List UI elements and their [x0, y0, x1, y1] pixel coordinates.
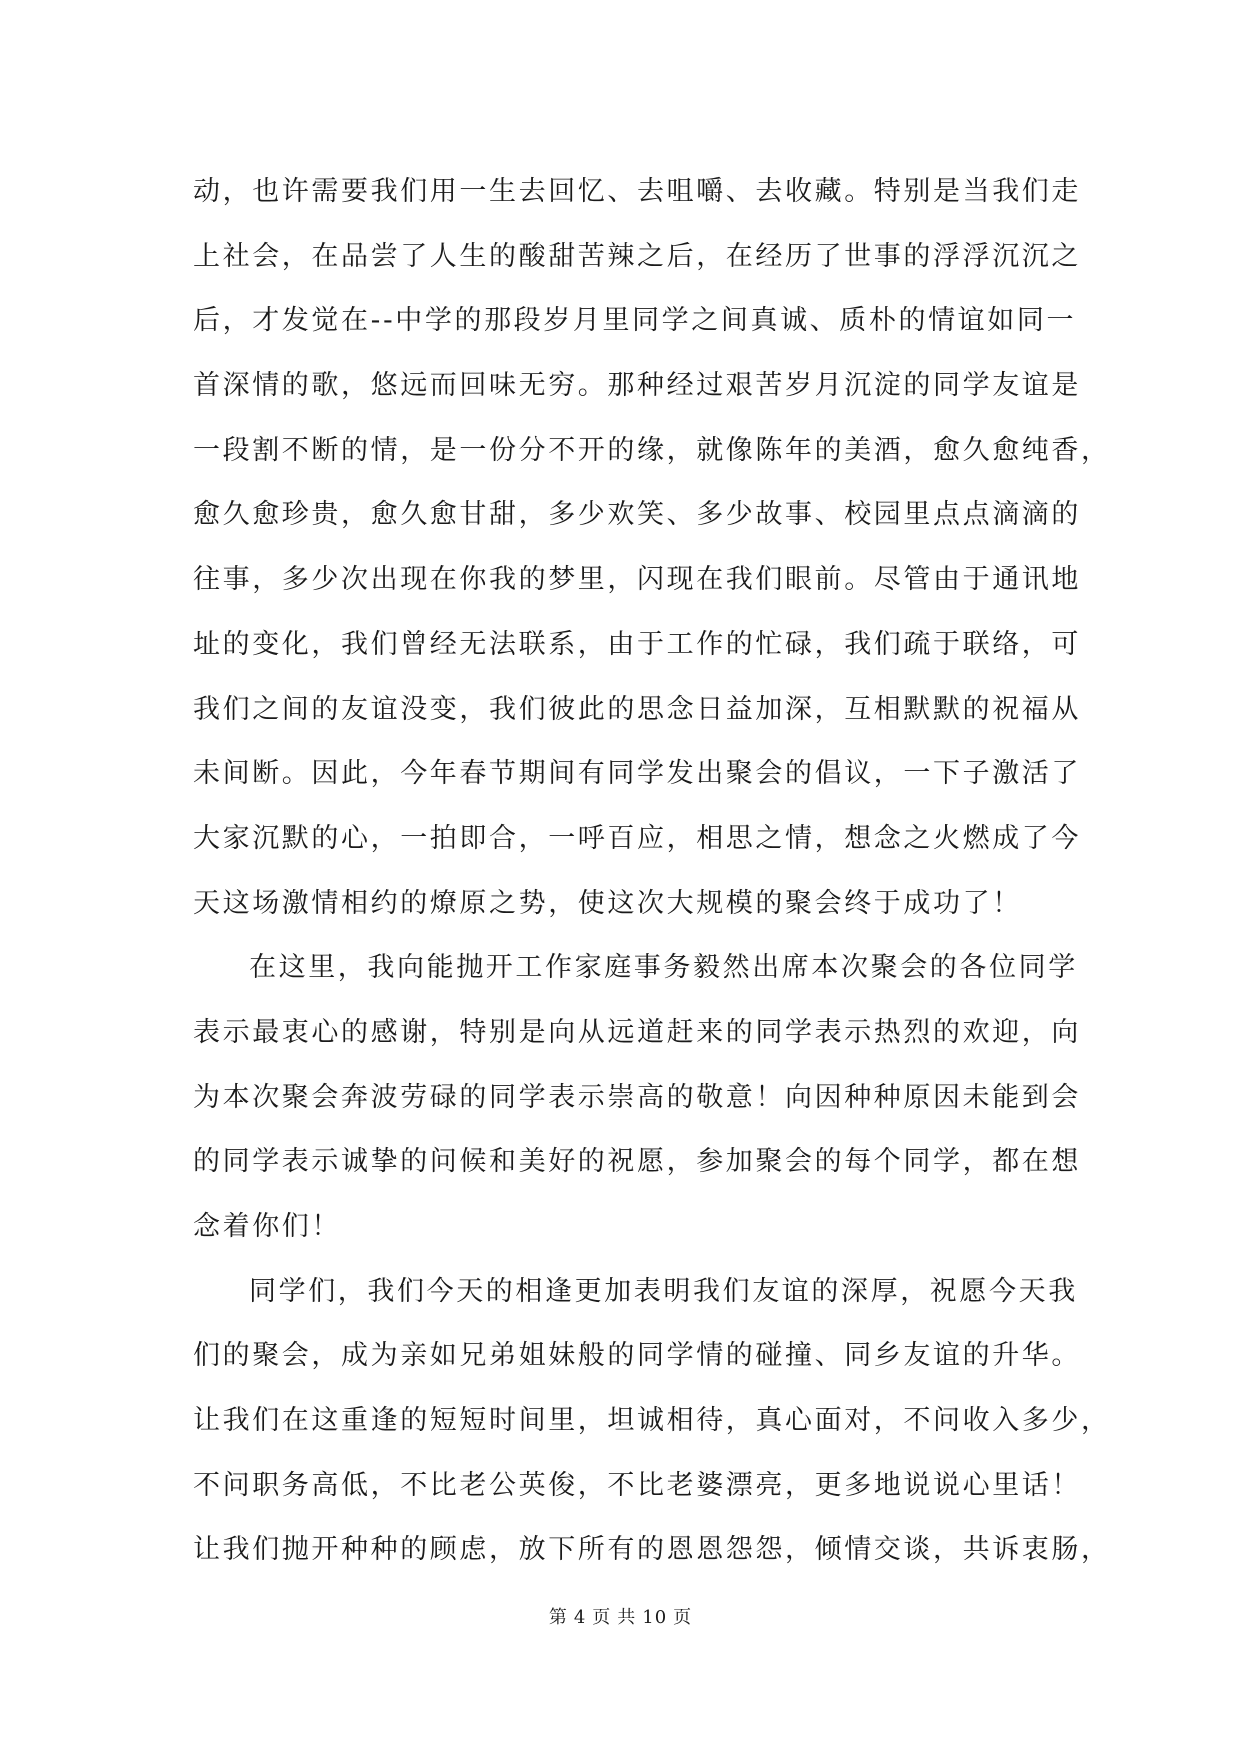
footer-suffix: 页 — [673, 1607, 693, 1628]
text-line: 们的聚会，成为亲如兄弟姐妹般的同学情的碰撞、同乡友谊的升华。 — [193, 1340, 1081, 1372]
paragraph-2 — [193, 936, 1081, 1259]
text-line: 大家沉默的心，一拍即合，一呼百应，相思之情，想念之火燃成了今 — [193, 822, 1081, 854]
text-line: 上社会，在品尝了人生的酸甜苦辣之后，在经历了世事的浮浮沉沉之 — [193, 240, 1081, 272]
text-line: 一段割不断的情，是一份分不开的缘，就像陈年的美酒，愈久愈纯香， — [193, 434, 1111, 466]
text-line: 址的变化，我们曾经无法联系，由于工作的忙碌，我们疏于联络，可 — [193, 628, 1081, 660]
page-footer — [0, 1603, 1241, 1629]
text-line: 愈久愈珍贵，愈久愈甘甜，多少欢笑、多少故事、校园里点点滴滴的 — [193, 499, 1081, 531]
footer-prefix: 第 — [548, 1607, 568, 1628]
text-line: 让我们在这重逢的短短时间里，坦诚相待，真心面对，不问收入多少， — [193, 1405, 1111, 1437]
text-line: 不问职务高低，不比老公英俊，不比老婆漂亮，更多地说说心里话！ — [193, 1469, 1081, 1501]
text-line: 我们之间的友谊没变，我们彼此的思念日益加深，互相默默的祝福从 — [193, 693, 1081, 725]
total-pages-number: 10 — [642, 1607, 668, 1628]
text-line: 的同学表示诚挚的问候和美好的祝愿，参加聚会的每个同学，都在想 — [193, 1146, 1081, 1178]
text-line: 未间断。因此，今年春节期间有同学发出聚会的倡议，一下子激活了 — [193, 758, 1081, 790]
footer-page-word: 页 — [592, 1607, 612, 1628]
paragraph-3 — [193, 1260, 1111, 1583]
text-line: 首深情的歌，悠远而回味无穷。那种经过艰苦岁月沉淀的同学友谊是 — [193, 370, 1081, 402]
text-line: 让我们抛开种种的顾虑，放下所有的恩恩怨怨，倾情交谈，共诉衷肠， — [193, 1534, 1111, 1566]
text-line: 后，才发觉在--中学的那段岁月里同学之间真诚、质朴的情谊如同一 — [193, 305, 1077, 337]
footer-total-prefix: 共 — [617, 1607, 637, 1628]
text-line: 念着你们！ — [193, 1211, 341, 1242]
text-line: 同学们，我们今天的相逢更加表明我们友谊的深厚，祝愿今天我 — [249, 1275, 1078, 1307]
current-page-number: 4 — [573, 1607, 587, 1628]
text-line: 动，也许需要我们用一生去回忆、去咀嚼、去收藏。特别是当我们走 — [193, 176, 1081, 207]
text-line: 往事，多少次出现在你我的梦里，闪现在我们眼前。尽管由于通讯地 — [193, 564, 1081, 596]
text-line: 在这里，我向能抛开工作家庭事务毅然出席本次聚会的各位同学 — [249, 952, 1078, 984]
paragraph-1 — [193, 160, 1111, 936]
document-body — [193, 160, 1111, 1583]
text-line: 表示最衷心的感谢，特别是向从远道赶来的同学表示热烈的欢迎，向 — [193, 1016, 1081, 1048]
text-line: 为本次聚会奔波劳碌的同学表示崇高的敬意！向因种种原因未能到会 — [193, 1081, 1081, 1113]
text-line: 天这场激情相约的燎原之势，使这次大规模的聚会终于成功了！ — [193, 887, 1022, 919]
